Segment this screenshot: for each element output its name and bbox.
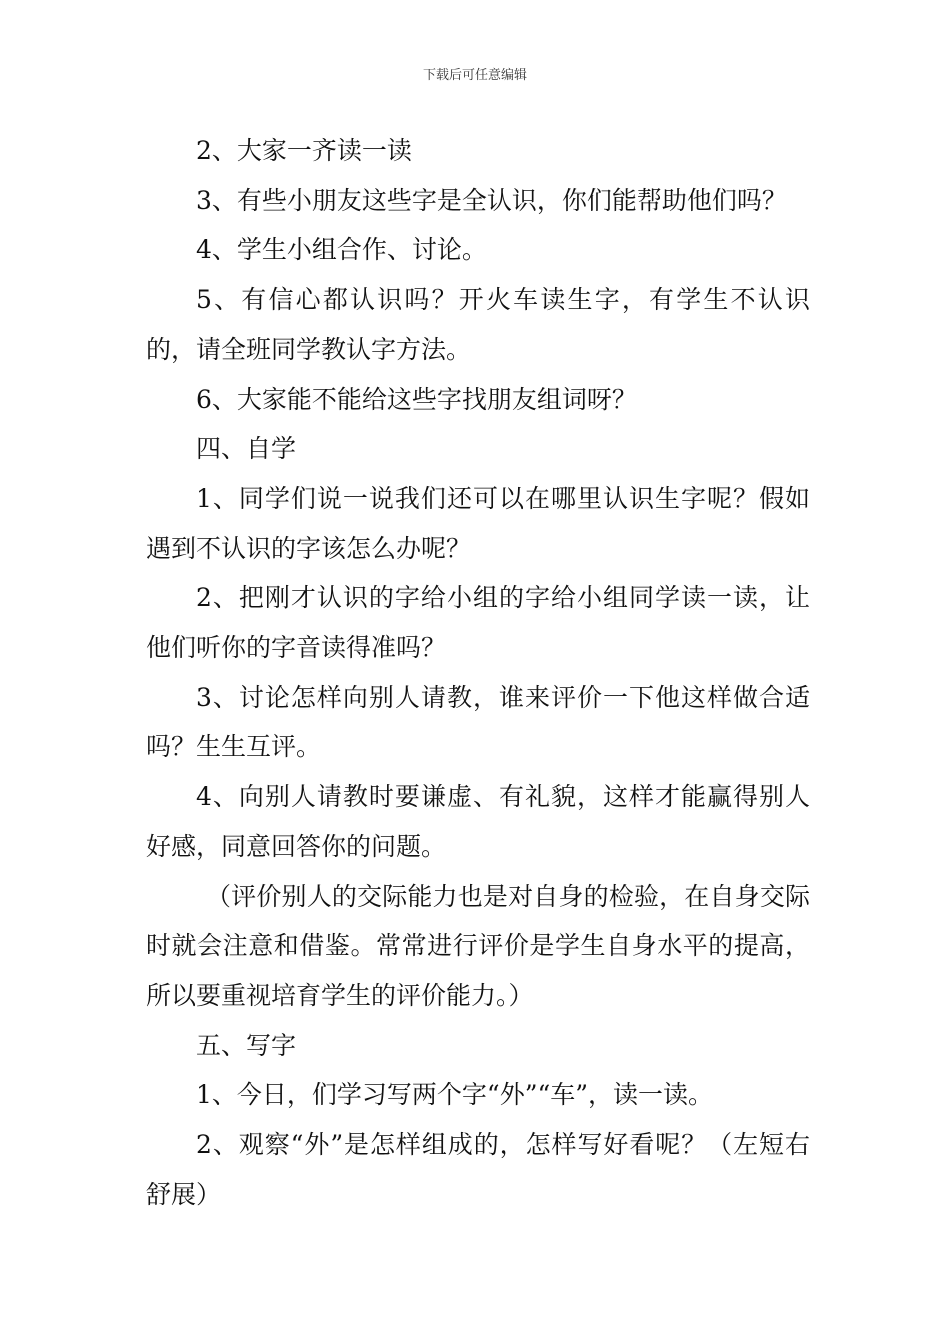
paragraph-where-learn-characters: 1、同学们说一说我们还可以在哪里认识生字呢？假如遇到不认识的字该怎么办呢？: [146, 483, 810, 563]
paragraph-word-building: 6、大家能不能给这些字找朋友组词呀？: [196, 384, 637, 414]
section-heading-self-study: 四、自学: [196, 434, 297, 464]
paragraph-observe-structure: 2、观察“外”是怎样组成的，怎样写好看呢？（左短右舒展）: [146, 1130, 810, 1209]
document-body: [146, 126, 810, 1219]
paragraph-read-together: 2、大家一齐读一读: [196, 136, 412, 165]
section-heading-writing: 五、写字: [196, 1030, 297, 1060]
paragraph-learn-two-characters: 1、今日，们学习写两个字“外”“车”，读一读。: [196, 1080, 714, 1110]
paragraph-read-to-group: 2、把刚才认识的字给小组的字给小组同学读一读，让他们听你的字音读得准吗？: [146, 583, 810, 663]
paragraph-evaluation-note: （评价别人的交际能力也是对自身的检验，在自身交际时就会注意和借鉴。常常进行评价是学生自身水平的提高，所以要重视培育学生的评价能力。）: [146, 881, 810, 1010]
paragraph-help-classmates: 3、有些小朋友这些字是全认识，你们能帮助他们吗？: [196, 185, 787, 215]
paragraph-discuss-asking: 3、讨论怎样向别人请教，谁来评价一下他这样做合适吗？生生互评。: [146, 682, 810, 762]
paragraph-group-discussion: 4、学生小组合作、讨论。: [196, 235, 487, 265]
paragraph-be-polite: 4、向别人请教时要谦虚、有礼貌，这样才能赢得别人好感，同意回答你的问题。: [146, 782, 810, 861]
paragraph-train-reading: 5、有信心都认识吗？开火车读生字，有学生不认识的，请全班同学教认字方法。: [146, 285, 810, 364]
page-header-note: 下载后可任意编辑: [422, 68, 527, 83]
